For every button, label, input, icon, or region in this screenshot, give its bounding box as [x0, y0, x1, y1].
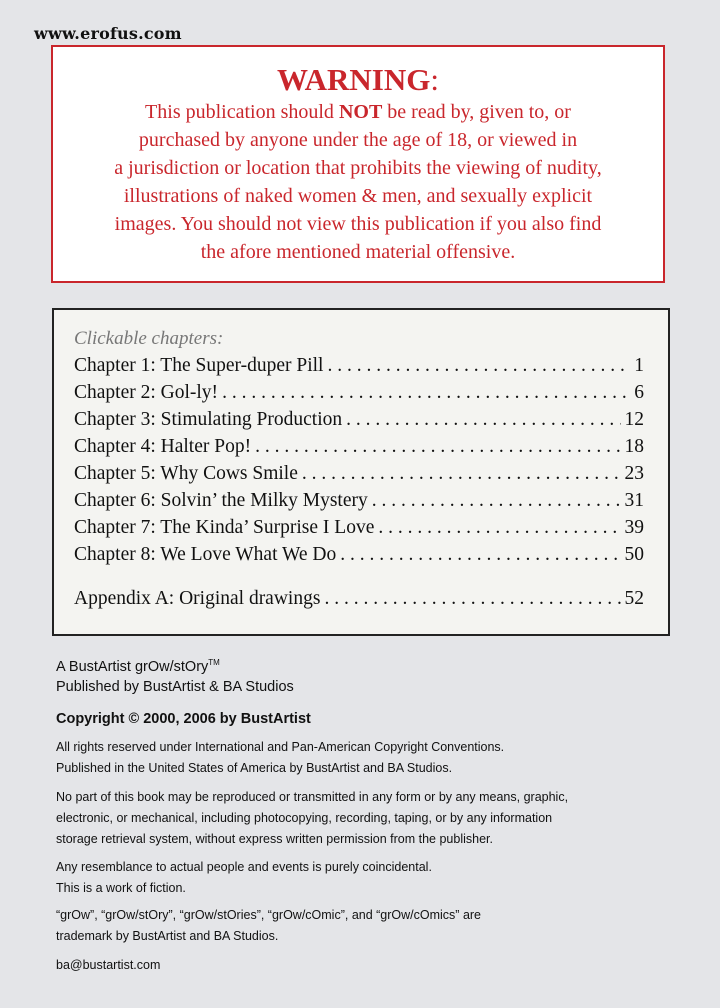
fiction-disclaimer: Any resemblance to actual people and events is purely coincidental. This is a work of fiction.	[56, 860, 432, 895]
toc-heading: Clickable chapters:	[74, 328, 224, 349]
warning-line: a jurisdiction or location that prohibits the viewing of nudity,	[114, 157, 602, 179]
toc-chapter-2-link[interactable]	[74, 382, 644, 409]
toc-chapter-label: Chapter 5: Why Cows Smile	[74, 463, 298, 484]
toc-chapter-label: Chapter 1: The Super-duper Pill	[74, 355, 324, 376]
toc-chapter-label: Chapter 3: Stimulating Production	[74, 409, 343, 430]
toc-chapter-label: Chapter 7: The Kinda’ Surprise I Love	[74, 517, 375, 538]
toc-page-number: 12	[624, 409, 644, 430]
series-line: A BustArtist grOw/stOry™	[56, 658, 220, 675]
toc-page-number: 6	[634, 382, 644, 403]
toc-chapter-5-link[interactable]	[74, 463, 644, 490]
warning-line: This publication should NOT be read by, given to, or	[145, 101, 571, 123]
toc-chapter-label: Chapter 2: Gol-ly!	[74, 382, 219, 403]
warning-line: the afore mentioned material offensive.	[200, 241, 516, 263]
table-of-contents	[52, 308, 670, 636]
toc-chapter-4-link[interactable]	[74, 436, 644, 463]
rights-paragraph: All rights reserved under International and Pan-American Copyright Conventions. Published in the United States of America by BustArtist and BA Studios.	[56, 740, 505, 775]
warning-line: purchased by anyone under the age of 18, or viewed in	[138, 129, 578, 151]
toc-page-number: 23	[624, 463, 644, 484]
warning-title: WARNING:	[277, 62, 439, 97]
trademark-symbol: TM	[208, 658, 220, 667]
toc-dot-leader	[327, 355, 630, 377]
toc-chapter-6-link[interactable]	[74, 490, 644, 517]
toc-dot-leader	[340, 544, 620, 566]
series-info	[56, 653, 294, 697]
toc-page-number: 18	[624, 436, 644, 457]
toc-appendix-label: Appendix A: Original drawings	[74, 588, 321, 609]
warning-box	[51, 45, 665, 283]
toc-chapter-8-link[interactable]	[74, 544, 644, 571]
toc-dot-leader	[255, 436, 620, 458]
warning-text	[53, 98, 663, 266]
toc-chapter-3-link[interactable]	[74, 409, 644, 436]
toc-dot-leader	[372, 490, 621, 512]
copyright-notice: Copyright © 2000, 2006 by BustArtist	[56, 711, 311, 727]
toc-appendix-a-link[interactable]	[74, 588, 644, 615]
toc-chapter-label: Chapter 4: Halter Pop!	[74, 436, 252, 457]
toc-dot-leader	[324, 588, 620, 610]
toc-page-number: 31	[624, 490, 644, 511]
toc-dot-leader	[378, 517, 620, 539]
toc-dot-leader	[222, 382, 630, 404]
toc-dot-leader	[302, 463, 621, 485]
trademark-paragraph: “grOw”, “grOw/stOry”, “grOw/stOries”, “grOw/cOmic”, and “grOw/cOmics” are trademark by BustArtist and BA Studios.	[56, 908, 482, 943]
reproduction-paragraph: No part of this book may be reproduced or transmitted in any form or by any means, graphic, electronic, or mechanical, including photocopying, recording, taping, or by any information storage retrieval system, without express written permission from the publisher.	[56, 790, 569, 846]
toc-dot-leader	[346, 409, 620, 431]
warning-line: images. You should not view this publication if you also find	[114, 213, 602, 235]
publisher-line: Published by BustArtist & BA Studios	[56, 679, 294, 695]
watermark-text: www.erofus.com	[34, 24, 182, 43]
toc-chapter-1-link[interactable]	[74, 355, 644, 382]
toc-page-number: 39	[624, 517, 644, 538]
contact-email: ba@bustartist.com	[56, 958, 161, 972]
toc-page-number: 1	[634, 355, 644, 376]
toc-page-number: 52	[624, 588, 644, 609]
warning-line: illustrations of naked women & men, and sexually explicit	[123, 185, 593, 207]
toc-chapter-label: Chapter 8: We Love What We Do	[74, 544, 337, 565]
toc-page-number: 50	[624, 544, 644, 565]
toc-chapter-7-link[interactable]	[74, 517, 644, 544]
toc-chapter-label: Chapter 6: Solvin’ the Milky Mystery	[74, 490, 368, 511]
